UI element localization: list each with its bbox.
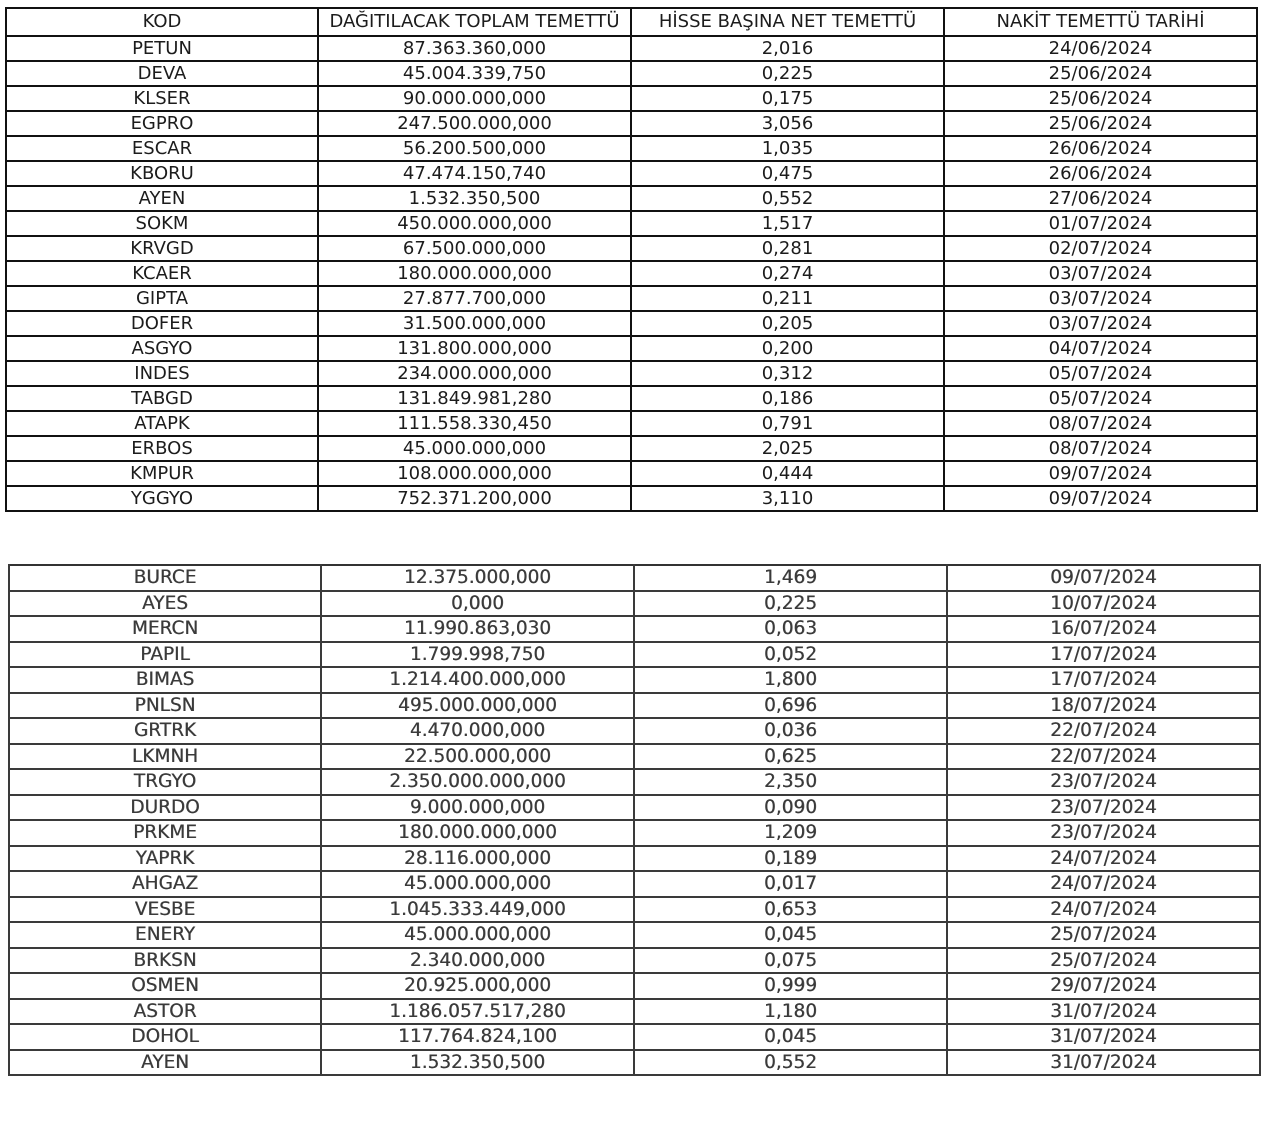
- cell-total-dividend: 11.990.863,030: [321, 616, 634, 642]
- cell-kod: KBORU: [6, 161, 318, 186]
- table-row: [6, 211, 1257, 236]
- cell-date: 22/07/2024: [947, 744, 1260, 770]
- cell-net-dividend: 2,016: [631, 36, 944, 61]
- cell-total-dividend: 111.558.330,450: [318, 411, 631, 436]
- cell-total-dividend: 1.045.333.449,000: [321, 897, 634, 923]
- cell-net-dividend: 1,469: [634, 565, 947, 591]
- cell-kod: ENERY: [9, 922, 321, 948]
- cell-total-dividend: 450.000.000,000: [318, 211, 631, 236]
- cell-net-dividend: 2,025: [631, 436, 944, 461]
- cell-net-dividend: 0,281: [631, 236, 944, 261]
- cell-kod: KCAER: [6, 261, 318, 286]
- cell-total-dividend: 31.500.000,000: [318, 311, 631, 336]
- cell-total-dividend: 22.500.000,000: [321, 744, 634, 770]
- cell-date: 24/06/2024: [944, 36, 1257, 61]
- table-row: [9, 999, 1260, 1025]
- cell-net-dividend: 0,063: [634, 616, 947, 642]
- table-row: [6, 361, 1257, 386]
- table-row: [9, 973, 1260, 999]
- cell-net-dividend: 0,999: [634, 973, 947, 999]
- cell-net-dividend: 0,186: [631, 386, 944, 411]
- cell-total-dividend: 45.000.000,000: [318, 436, 631, 461]
- table-row: [9, 948, 1260, 974]
- cell-net-dividend: 0,075: [634, 948, 947, 974]
- cell-date: 23/07/2024: [947, 820, 1260, 846]
- cell-date: 03/07/2024: [944, 261, 1257, 286]
- cell-date: 31/07/2024: [947, 1050, 1260, 1076]
- cell-total-dividend: 131.800.000,000: [318, 336, 631, 361]
- cell-kod: TABGD: [6, 386, 318, 411]
- table-row: [6, 311, 1257, 336]
- cell-net-dividend: 0,090: [634, 795, 947, 821]
- cell-net-dividend: 0,475: [631, 161, 944, 186]
- table-row: [9, 591, 1260, 617]
- table-row: [9, 1024, 1260, 1050]
- cell-net-dividend: 0,036: [634, 718, 947, 744]
- cell-total-dividend: 47.474.150,740: [318, 161, 631, 186]
- cell-total-dividend: 87.363.360,000: [318, 36, 631, 61]
- cell-date: 09/07/2024: [947, 565, 1260, 591]
- cell-date: 16/07/2024: [947, 616, 1260, 642]
- cell-total-dividend: 90.000.000,000: [318, 86, 631, 111]
- table-row: [6, 261, 1257, 286]
- cell-total-dividend: 247.500.000,000: [318, 111, 631, 136]
- cell-kod: KLSER: [6, 86, 318, 111]
- table-row: [9, 769, 1260, 795]
- table-body-bottom: [9, 565, 1260, 1075]
- cell-total-dividend: 752.371.200,000: [318, 486, 631, 511]
- cell-kod: TRGYO: [9, 769, 321, 795]
- cell-date: 04/07/2024: [944, 336, 1257, 361]
- table-row: [6, 336, 1257, 361]
- cell-date: 24/07/2024: [947, 846, 1260, 872]
- cell-total-dividend: 0,000: [321, 591, 634, 617]
- cell-net-dividend: 0,200: [631, 336, 944, 361]
- cell-net-dividend: 0,625: [634, 744, 947, 770]
- cell-date: 31/07/2024: [947, 999, 1260, 1025]
- cell-kod: YGGYO: [6, 486, 318, 511]
- cell-kod: GIPTA: [6, 286, 318, 311]
- dividend-table-bottom: [8, 564, 1261, 1076]
- cell-date: 25/07/2024: [947, 922, 1260, 948]
- cell-net-dividend: 0,017: [634, 871, 947, 897]
- table-row: [9, 922, 1260, 948]
- cell-total-dividend: 1.186.057.517,280: [321, 999, 634, 1025]
- cell-net-dividend: 0,225: [631, 61, 944, 86]
- cell-total-dividend: 180.000.000,000: [318, 261, 631, 286]
- cell-net-dividend: 0,189: [634, 846, 947, 872]
- cell-kod: EGPRO: [6, 111, 318, 136]
- cell-date: 22/07/2024: [947, 718, 1260, 744]
- cell-total-dividend: 131.849.981,280: [318, 386, 631, 411]
- cell-net-dividend: 0,045: [634, 922, 947, 948]
- cell-kod: OSMEN: [9, 973, 321, 999]
- cell-net-dividend: 0,444: [631, 461, 944, 486]
- cell-kod: PETUN: [6, 36, 318, 61]
- cell-date: 26/06/2024: [944, 161, 1257, 186]
- cell-total-dividend: 9.000.000,000: [321, 795, 634, 821]
- cell-date: 09/07/2024: [944, 461, 1257, 486]
- cell-kod: MERCN: [9, 616, 321, 642]
- table-row: [9, 667, 1260, 693]
- cell-kod: BURCE: [9, 565, 321, 591]
- cell-date: 23/07/2024: [947, 769, 1260, 795]
- table-row: [6, 411, 1257, 436]
- cell-kod: KRVGD: [6, 236, 318, 261]
- cell-kod: ESCAR: [6, 136, 318, 161]
- cell-total-dividend: 4.470.000,000: [321, 718, 634, 744]
- cell-kod: INDES: [6, 361, 318, 386]
- cell-date: 25/07/2024: [947, 948, 1260, 974]
- header-net-dividend-per-share: HİSSE BAŞINA NET TEMETTÜ: [631, 8, 944, 36]
- cell-net-dividend: 0,312: [631, 361, 944, 386]
- cell-net-dividend: 2,350: [634, 769, 947, 795]
- cell-kod: KMPUR: [6, 461, 318, 486]
- table-row: [6, 61, 1257, 86]
- cell-total-dividend: 28.116.000,000: [321, 846, 634, 872]
- cell-net-dividend: 0,791: [631, 411, 944, 436]
- cell-date: 25/06/2024: [944, 86, 1257, 111]
- cell-total-dividend: 56.200.500,000: [318, 136, 631, 161]
- cell-kod: ASGYO: [6, 336, 318, 361]
- cell-total-dividend: 108.000.000,000: [318, 461, 631, 486]
- cell-total-dividend: 234.000.000,000: [318, 361, 631, 386]
- header-kod: KOD: [6, 8, 318, 36]
- cell-date: 01/07/2024: [944, 211, 1257, 236]
- cell-total-dividend: 2.340.000,000: [321, 948, 634, 974]
- cell-net-dividend: 0,552: [631, 186, 944, 211]
- cell-net-dividend: 1,517: [631, 211, 944, 236]
- cell-date: 03/07/2024: [944, 286, 1257, 311]
- cell-net-dividend: 0,696: [634, 693, 947, 719]
- cell-net-dividend: 0,552: [634, 1050, 947, 1076]
- cell-kod: DEVA: [6, 61, 318, 86]
- table-row: [6, 86, 1257, 111]
- cell-kod: AYES: [9, 591, 321, 617]
- table-row: [6, 386, 1257, 411]
- cell-date: 08/07/2024: [944, 436, 1257, 461]
- table-row: [6, 36, 1257, 61]
- table-row: [9, 820, 1260, 846]
- cell-date: 29/07/2024: [947, 973, 1260, 999]
- cell-date: 02/07/2024: [944, 236, 1257, 261]
- table-row: [6, 286, 1257, 311]
- table-row: [6, 236, 1257, 261]
- cell-date: 31/07/2024: [947, 1024, 1260, 1050]
- cell-net-dividend: 0,274: [631, 261, 944, 286]
- cell-kod: AYEN: [6, 186, 318, 211]
- cell-total-dividend: 20.925.000,000: [321, 973, 634, 999]
- table-row: [6, 436, 1257, 461]
- table-row: [9, 565, 1260, 591]
- cell-kod: BRKSN: [9, 948, 321, 974]
- cell-total-dividend: 2.350.000.000,000: [321, 769, 634, 795]
- header-row: [6, 8, 1257, 36]
- cell-kod: ASTOR: [9, 999, 321, 1025]
- cell-date: 18/07/2024: [947, 693, 1260, 719]
- cell-total-dividend: 67.500.000,000: [318, 236, 631, 261]
- table-row: [9, 642, 1260, 668]
- cell-kod: LKMNH: [9, 744, 321, 770]
- cell-kod: ATAPK: [6, 411, 318, 436]
- table-row: [9, 616, 1260, 642]
- cell-kod: VESBE: [9, 897, 321, 923]
- cell-kod: DOFER: [6, 311, 318, 336]
- cell-date: 25/06/2024: [944, 61, 1257, 86]
- cell-total-dividend: 12.375.000,000: [321, 565, 634, 591]
- table-row: [9, 1050, 1260, 1076]
- table-row: [6, 461, 1257, 486]
- cell-kod: PAPIL: [9, 642, 321, 668]
- cell-total-dividend: 45.000.000,000: [321, 871, 634, 897]
- cell-date: 17/07/2024: [947, 667, 1260, 693]
- cell-net-dividend: 3,056: [631, 111, 944, 136]
- table-row: [9, 897, 1260, 923]
- cell-net-dividend: 0,211: [631, 286, 944, 311]
- table-row: [9, 744, 1260, 770]
- cell-kod: GRTRK: [9, 718, 321, 744]
- cell-total-dividend: 45.004.339,750: [318, 61, 631, 86]
- header-total-dividend: DAĞITILACAK TOPLAM TEMETTÜ: [318, 8, 631, 36]
- cell-date: 09/07/2024: [944, 486, 1257, 511]
- cell-net-dividend: 0,653: [634, 897, 947, 923]
- cell-total-dividend: 45.000.000,000: [321, 922, 634, 948]
- cell-kod: BIMAS: [9, 667, 321, 693]
- cell-net-dividend: 1,180: [634, 999, 947, 1025]
- table-body-top: [6, 36, 1257, 511]
- cell-kod: ERBOS: [6, 436, 318, 461]
- cell-kod: PNLSN: [9, 693, 321, 719]
- cell-date: 25/06/2024: [944, 111, 1257, 136]
- cell-total-dividend: 495.000.000,000: [321, 693, 634, 719]
- cell-date: 05/07/2024: [944, 361, 1257, 386]
- cell-date: 03/07/2024: [944, 311, 1257, 336]
- table-row: [9, 846, 1260, 872]
- cell-total-dividend: 117.764.824,100: [321, 1024, 634, 1050]
- table-row: [9, 795, 1260, 821]
- cell-kod: AYEN: [9, 1050, 321, 1076]
- cell-net-dividend: 1,800: [634, 667, 947, 693]
- cell-kod: PRKME: [9, 820, 321, 846]
- table-row: [6, 136, 1257, 161]
- table-row: [9, 718, 1260, 744]
- cell-total-dividend: 1.532.350,500: [321, 1050, 634, 1076]
- table-row: [9, 693, 1260, 719]
- cell-date: 08/07/2024: [944, 411, 1257, 436]
- cell-total-dividend: 1.214.400.000,000: [321, 667, 634, 693]
- cell-net-dividend: 1,035: [631, 136, 944, 161]
- cell-date: 05/07/2024: [944, 386, 1257, 411]
- cell-date: 23/07/2024: [947, 795, 1260, 821]
- cell-net-dividend: 0,175: [631, 86, 944, 111]
- dividend-table-top: [5, 7, 1258, 512]
- cell-total-dividend: 1.532.350,500: [318, 186, 631, 211]
- cell-date: 27/06/2024: [944, 186, 1257, 211]
- cell-net-dividend: 1,209: [634, 820, 947, 846]
- table-row: [9, 871, 1260, 897]
- cell-kod: DOHOL: [9, 1024, 321, 1050]
- cell-date: 24/07/2024: [947, 897, 1260, 923]
- table-row: [6, 111, 1257, 136]
- cell-kod: DURDO: [9, 795, 321, 821]
- table-row: [6, 186, 1257, 211]
- cell-total-dividend: 1.799.998,750: [321, 642, 634, 668]
- cell-net-dividend: 0,225: [634, 591, 947, 617]
- cell-net-dividend: 0,205: [631, 311, 944, 336]
- header-cash-dividend-date: NAKİT TEMETTÜ TARİHİ: [944, 8, 1257, 36]
- cell-net-dividend: 0,052: [634, 642, 947, 668]
- cell-kod: SOKM: [6, 211, 318, 236]
- cell-kod: AHGAZ: [9, 871, 321, 897]
- cell-date: 10/07/2024: [947, 591, 1260, 617]
- cell-date: 24/07/2024: [947, 871, 1260, 897]
- table-row: [6, 486, 1257, 511]
- cell-date: 26/06/2024: [944, 136, 1257, 161]
- cell-date: 17/07/2024: [947, 642, 1260, 668]
- table-row: [6, 161, 1257, 186]
- cell-net-dividend: 3,110: [631, 486, 944, 511]
- cell-kod: YAPRK: [9, 846, 321, 872]
- cell-total-dividend: 27.877.700,000: [318, 286, 631, 311]
- cell-total-dividend: 180.000.000,000: [321, 820, 634, 846]
- cell-net-dividend: 0,045: [634, 1024, 947, 1050]
